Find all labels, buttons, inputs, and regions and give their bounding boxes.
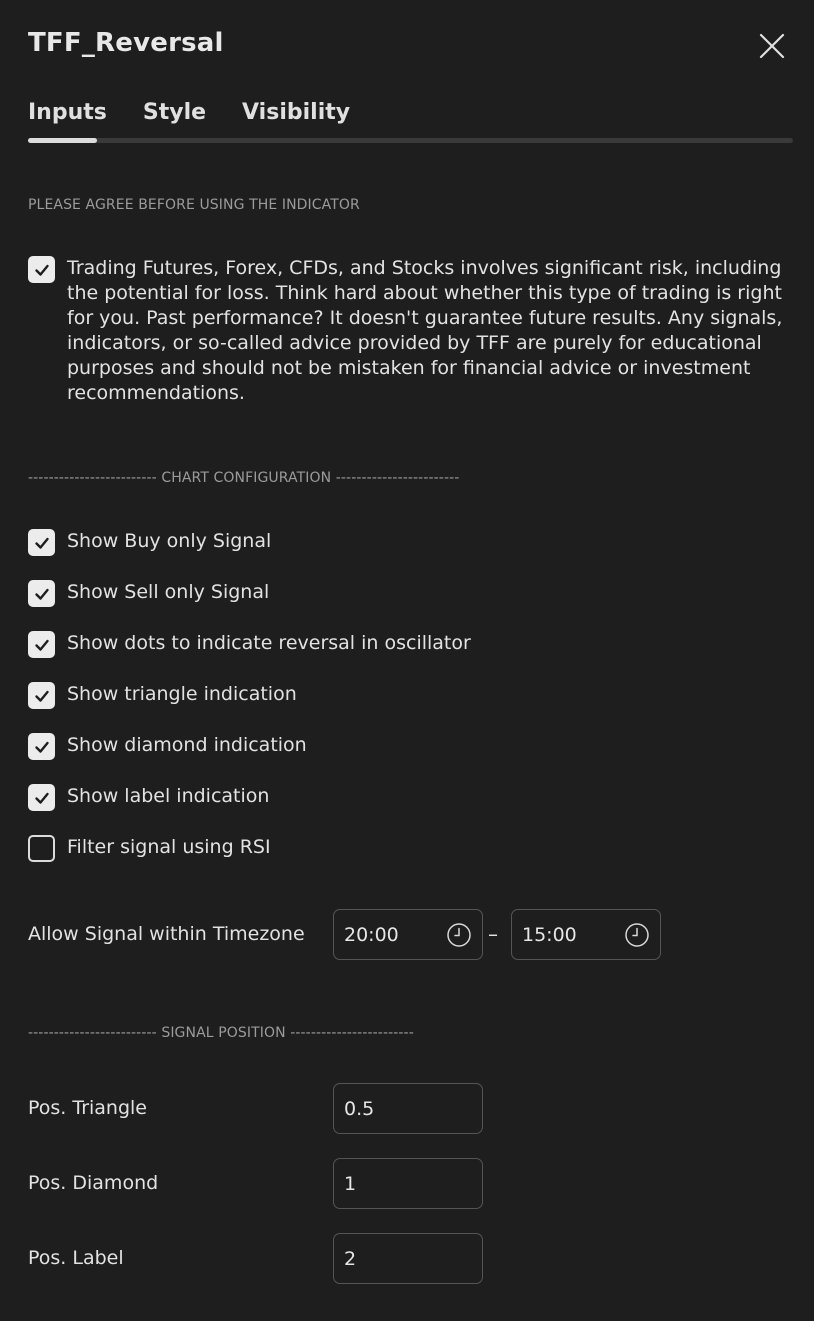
pos-triangle-label: Pos. Triangle bbox=[28, 1097, 148, 1119]
chart-configuration-section-label: ------------------------- CHART CONFIGURATION ------------------------ bbox=[28, 470, 460, 486]
show-dots-checkbox[interactable] bbox=[28, 631, 55, 658]
clock-icon[interactable] bbox=[446, 922, 472, 948]
timezone-label: Allow Signal within Timezone bbox=[28, 923, 305, 945]
check-icon bbox=[33, 585, 51, 603]
check-icon bbox=[33, 789, 51, 807]
signal-position-section-label: ------------------------- SIGNAL POSITION ------------------------ bbox=[28, 1025, 414, 1041]
show-triangle-checkbox[interactable] bbox=[28, 682, 55, 709]
show-diamond-checkbox[interactable] bbox=[28, 733, 55, 760]
check-icon bbox=[33, 738, 51, 756]
pos-label-value: 2 bbox=[344, 1247, 357, 1270]
show-dots-label: Show dots to indicate reversal in oscillator bbox=[67, 632, 471, 654]
show-buy-only-signal-checkbox[interactable] bbox=[28, 529, 55, 556]
pos-label-input[interactable] bbox=[333, 1233, 483, 1284]
check-icon bbox=[33, 636, 51, 654]
check-icon bbox=[33, 261, 51, 279]
pos-diamond-value: 1 bbox=[344, 1172, 357, 1195]
pos-triangle-value: 0.5 bbox=[344, 1097, 375, 1120]
pos-label-label: Pos. Label bbox=[28, 1247, 124, 1269]
timezone-start-input[interactable] bbox=[333, 909, 483, 960]
tab-bar bbox=[28, 100, 386, 125]
check-icon bbox=[33, 687, 51, 705]
timezone-end-input[interactable] bbox=[511, 909, 661, 960]
active-tab-indicator bbox=[28, 138, 97, 143]
tab-style[interactable]: Style bbox=[142, 100, 207, 125]
show-buy-only-signal-label: Show Buy only Signal bbox=[67, 530, 272, 552]
check-icon bbox=[33, 534, 51, 552]
dialog-title: TFF_Reversal bbox=[28, 28, 224, 58]
pos-diamond-label: Pos. Diamond bbox=[28, 1172, 159, 1194]
filter-rsi-label: Filter signal using RSI bbox=[67, 836, 271, 858]
tab-visibility[interactable]: Visibility bbox=[242, 100, 351, 125]
agreement-checkbox[interactable] bbox=[28, 256, 55, 283]
timezone-start-value: 20:00 bbox=[344, 923, 399, 946]
tab-track bbox=[28, 138, 793, 143]
tab-inputs[interactable]: Inputs bbox=[28, 100, 107, 125]
close-icon bbox=[756, 30, 788, 62]
timezone-separator: – bbox=[488, 922, 498, 946]
close-button[interactable] bbox=[756, 30, 788, 62]
pos-triangle-input[interactable] bbox=[333, 1083, 483, 1134]
show-sell-only-signal-checkbox[interactable] bbox=[28, 580, 55, 607]
show-label-label: Show label indication bbox=[67, 785, 270, 807]
agreement-section-label: PLEASE AGREE BEFORE USING THE INDICATOR bbox=[28, 197, 360, 213]
timezone-end-value: 15:00 bbox=[522, 923, 577, 946]
filter-rsi-checkbox[interactable] bbox=[28, 835, 55, 862]
agreement-text: Trading Futures, Forex, CFDs, and Stocks involves significant risk, including the potential for loss. Think hard about whether this type of trading is right for you. Past performance? It doesn't guarantee future results. Any signals, indicators, or so-called advice provided by TFF are purely for educational purposes and should not be mistaken for financial advice or investment recommendations. bbox=[67, 257, 783, 404]
show-diamond-label: Show diamond indication bbox=[67, 734, 307, 756]
show-label-checkbox[interactable] bbox=[28, 784, 55, 811]
clock-icon[interactable] bbox=[624, 922, 650, 948]
show-triangle-label: Show triangle indication bbox=[67, 683, 297, 705]
show-sell-only-signal-label: Show Sell only Signal bbox=[67, 581, 270, 603]
pos-diamond-input[interactable] bbox=[333, 1158, 483, 1209]
